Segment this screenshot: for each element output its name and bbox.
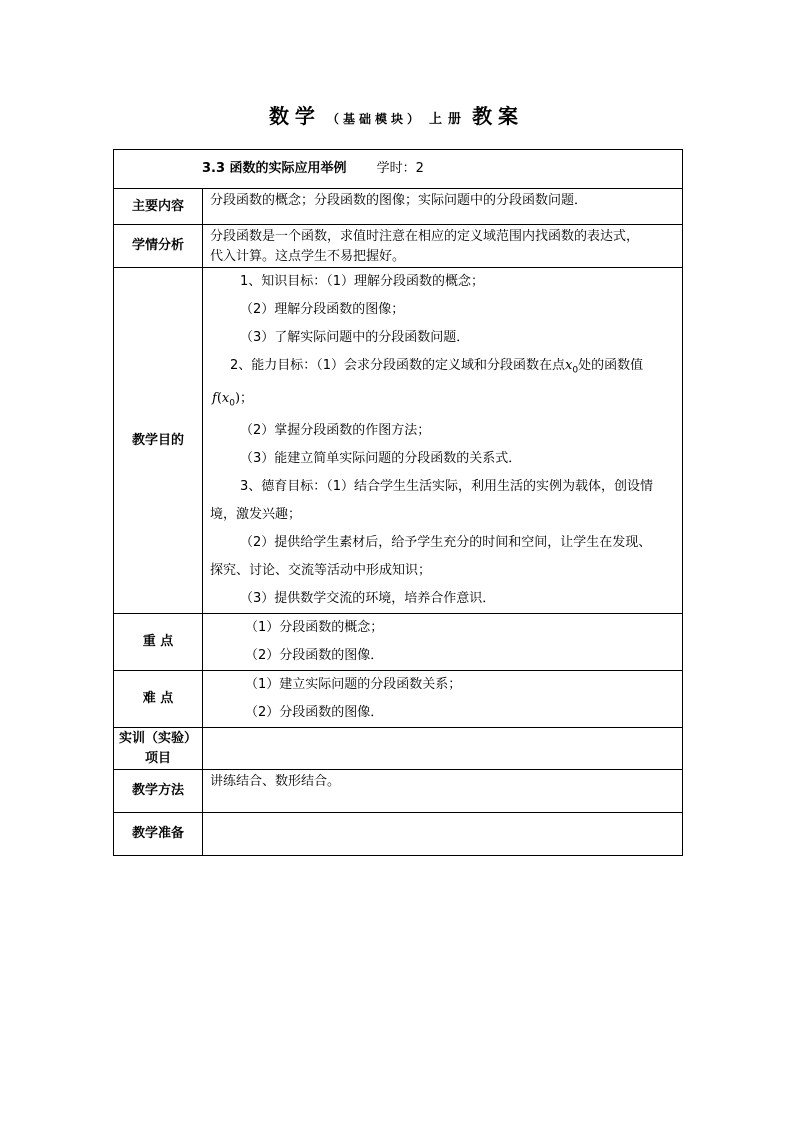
title-subject: 数学 xyxy=(268,104,321,128)
lesson-title: 3.3 函数的实际应用举例 xyxy=(202,161,347,176)
difficulty-line: （1）建立实际问题的分段函数关系； xyxy=(245,677,462,693)
main-content-text: 分段函数的概念；分段函数的图像；实际问题中的分段函数问题． xyxy=(210,193,588,208)
table-row xyxy=(114,268,683,614)
table-row xyxy=(114,225,683,268)
math-variable: x xyxy=(221,390,230,406)
difficulties-label: 难 点 xyxy=(114,671,203,728)
title-module: （基础模块） xyxy=(326,112,423,126)
objective-text: 2、能力目标：（1）会求分段函数的定义域和分段函数在点 xyxy=(230,358,566,373)
objective-line: 3、德育目标：（1）结合学生生活实际，利用生活的实例为载体，创设情 xyxy=(240,479,654,495)
learner-analysis-line: 分段函数是一个函数，求值时注意在相应的定义域范围内找函数的表达式， xyxy=(210,229,640,244)
preparation-label: 教学准备 xyxy=(114,813,203,856)
title-volume: 上册 xyxy=(428,112,467,127)
math-function: f xyxy=(212,390,217,406)
math-subscript: 0 xyxy=(572,365,579,376)
training-label xyxy=(114,728,203,770)
objective-line: （3）了解实际问题中的分段函数问题． xyxy=(240,330,470,345)
main-content-label: 主要内容 xyxy=(114,189,203,225)
training-label-line: 项目 xyxy=(144,750,171,766)
lesson-plan-table xyxy=(113,149,683,856)
key-points-label: 重 点 xyxy=(114,614,203,671)
objective-line: 探究、讨论、交流等活动中形成知识； xyxy=(210,563,432,579)
objective-line: （2）理解分段函数的图像； xyxy=(240,302,405,317)
key-points-cell xyxy=(203,614,683,671)
objective-text: ； xyxy=(240,390,254,406)
method-label: 教学方法 xyxy=(114,770,203,813)
main-content-cell xyxy=(203,189,683,225)
table-row xyxy=(114,728,683,770)
training-cell xyxy=(203,728,683,770)
table-row xyxy=(114,189,683,225)
math-subscript: 0 xyxy=(229,398,235,409)
objective-line: 1、知识目标：（1）理解分段函数的概念； xyxy=(240,274,485,289)
objectives-cell xyxy=(203,268,683,614)
math-paren: ( xyxy=(216,390,222,406)
table-row xyxy=(114,813,683,856)
math-paren: ) xyxy=(234,390,241,406)
training-label-line: 实训（实验） xyxy=(118,730,197,746)
difficulties-cell xyxy=(203,671,683,728)
method-cell xyxy=(203,770,683,813)
table-row xyxy=(114,614,683,671)
objective-line: （2）掌握分段函数的作图方法； xyxy=(240,423,431,439)
title-plan: 教案 xyxy=(472,104,525,128)
preparation-cell xyxy=(203,813,683,856)
objective-line: 境，激发兴趣； xyxy=(210,507,302,523)
difficulty-line: （2）分段函数的图像． xyxy=(245,705,384,721)
document-title xyxy=(0,100,793,129)
objective-line: （2）提供给学生素材后，给予学生充分的时间和空间，让学生在发现、 xyxy=(240,535,652,551)
key-point-line: （1）分段函数的概念； xyxy=(245,620,384,636)
learner-analysis-label: 学情分析 xyxy=(114,225,203,268)
table-row xyxy=(114,150,683,189)
key-point-line: （2）分段函数的图像． xyxy=(245,648,384,664)
lesson-header-cell xyxy=(114,150,683,189)
objective-text: 处的函数值 xyxy=(578,358,644,373)
table-row xyxy=(114,671,683,728)
learner-analysis-line: 代入计算。这点学生不易把握好。 xyxy=(210,249,406,264)
learner-analysis-cell xyxy=(203,225,683,268)
table-row xyxy=(114,770,683,813)
objective-line: （3）提供数学交流的环境，培养合作意识． xyxy=(240,591,496,607)
objective-line xyxy=(210,352,676,385)
objective-line xyxy=(210,385,676,418)
lesson-hours: 学时：2 xyxy=(376,161,424,176)
math-variable: x xyxy=(565,358,573,373)
objective-line: （3）能建立简单实际问题的分段函数的关系式． xyxy=(240,451,522,467)
method-text: 讲练结合、数形结合。 xyxy=(210,774,341,790)
objectives-label: 教学目的 xyxy=(114,268,203,614)
